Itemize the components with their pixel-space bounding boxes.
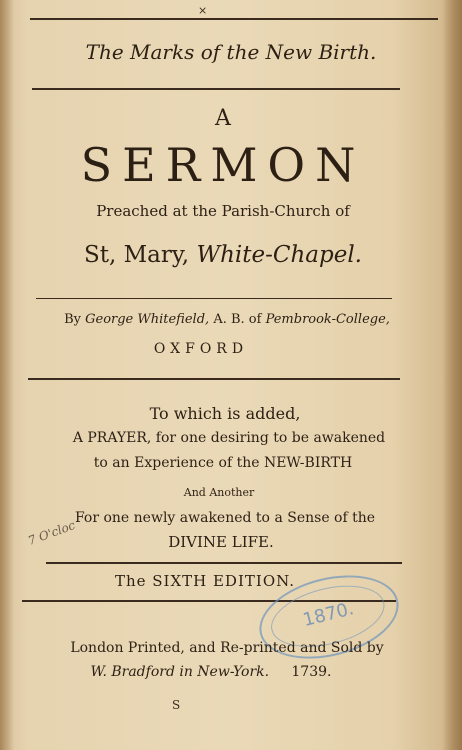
rule-above-edition [46,562,402,564]
imprint-year: 1739. [291,664,332,680]
main-title: SERMON [80,138,366,192]
top-rule [30,18,438,20]
bottom-mark: S [172,698,181,712]
imprint-line-1: London Printed, and Re-printed and Sold by [70,640,384,656]
margin-note: 7 O'cloc [26,518,78,548]
university: OXFORD [153,341,249,357]
imprint-line-2 [0,664,442,680]
location-line [0,242,454,268]
and-another: And Another [183,486,255,499]
added-intro: To which is added, [149,404,301,423]
author-name: George Whitefield, [85,312,210,327]
rule-under-header [32,88,400,90]
prayer-line-2: to an Experience of the NEW-BIRTH [93,455,353,471]
college-name: Pembrook-College, [265,312,390,327]
preached-line: Preached at the Parish-Church of [96,202,350,220]
location-plain: St, Mary, [83,242,190,268]
header-title: The Marks of the New Birth. [85,40,377,64]
imprint-publisher: W. Bradford in New-York. [90,664,270,680]
author-degree: A. B. of [213,312,262,327]
edition: The SIXTH EDITION. [114,572,296,590]
article-a: A [215,106,231,131]
location-italic: White-Chapel. [196,242,362,268]
prayer-line-1: A PRAYER, for one desiring to be awakened [72,430,386,446]
author-line [0,312,458,327]
top-mark: × [198,4,208,17]
author-prefix: By [64,312,81,327]
second-line-2: DIVINE LIFE. [168,533,274,551]
rule-above-addition [28,378,400,380]
rule-above-author [36,298,392,299]
second-line-1: For one newly awakened to a Sense of the [74,510,376,526]
stamp-year: 1870. [300,598,356,631]
